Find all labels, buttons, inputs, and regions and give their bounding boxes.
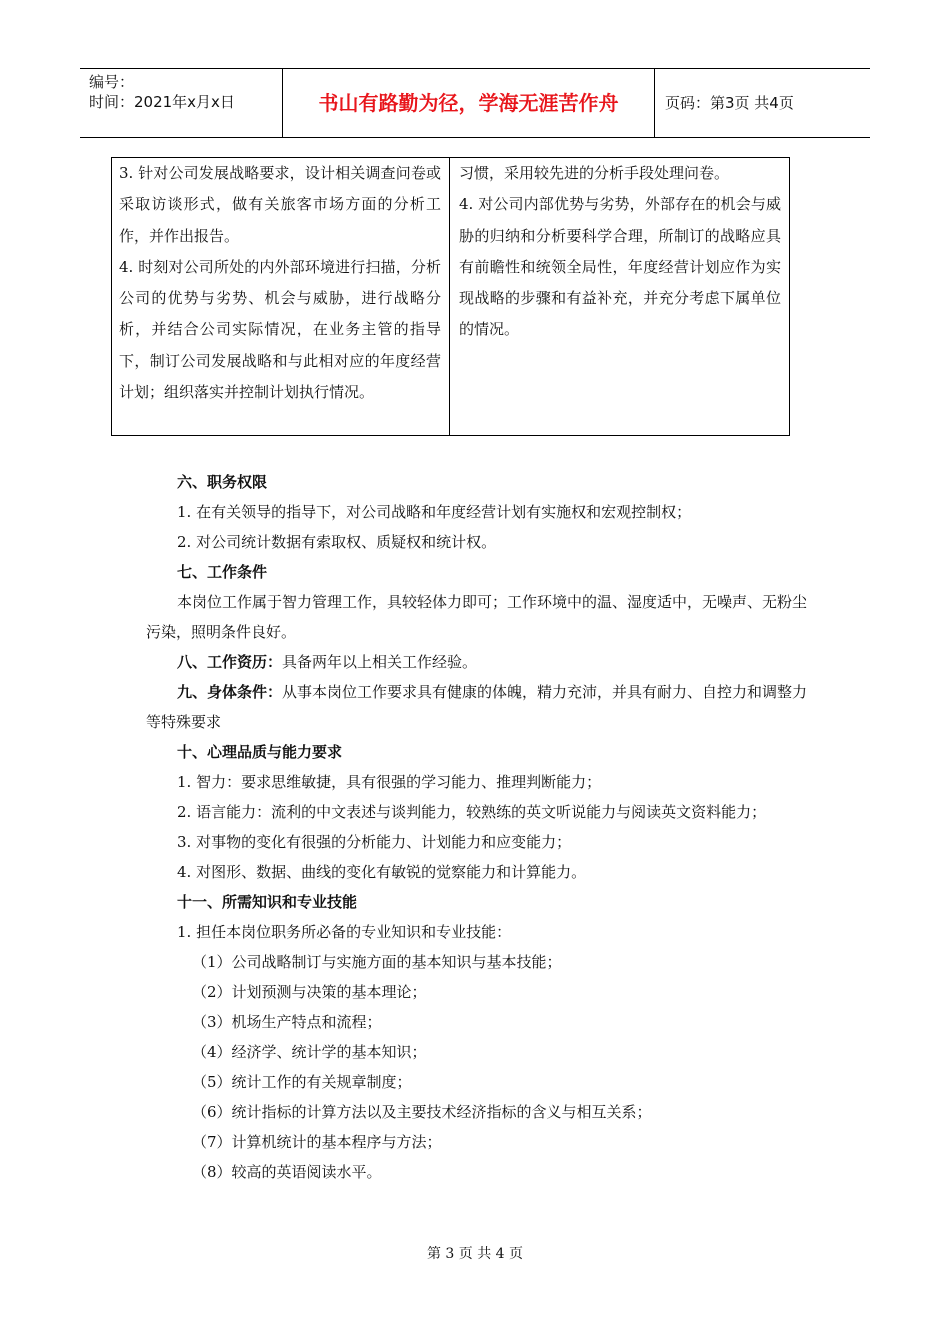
header-slogan: 书山有路勤为径，学海无涯苦作舟: [283, 69, 655, 137]
section-title-authority: 六、职务权限: [177, 473, 268, 491]
document-body: [146, 467, 808, 1187]
section-text: 具备两年以上相关工作经验。: [282, 653, 478, 671]
sub-list-item: （7）计算机统计的基本程序与方法；: [192, 1133, 442, 1151]
sub-list-item: （8）较高的英语阅读水平。: [192, 1163, 382, 1181]
section-title-abilities: 十、心理品质与能力要求: [177, 743, 343, 761]
page-footer: 第 3 页 共 4 页: [426, 1246, 524, 1262]
document-number-label: 编号：: [89, 73, 135, 91]
sub-list-item: （5）统计工作的有关规章制度；: [192, 1073, 412, 1091]
sub-list-item: （1）公司战略制订与实施方面的基本知识与基本技能；: [192, 953, 562, 971]
list-item: 1. 在有关领导的指导下，对公司战略和年度经营计划有实施权和宏观控制权；: [177, 503, 692, 521]
list-item: 1. 担任本岗位职务所必备的专业知识和专业技能：: [177, 923, 512, 941]
duty-item: 4. 时刻对公司所处的内外部环境进行扫描，分析公司的优势与劣势、机会与威胁，进行战略分析，并结合公司实际情况，在业务主管的指导下，制订公司发展战略和与此相对应的年度经营计划；组织落实并控制计划执行情况。: [119, 257, 441, 402]
paragraph: 本岗位工作属于智力管理工作，具较轻体力即可；工作环境中的温、湿度适中，无噪声、无粉尘污染，照明条件良好。: [146, 593, 808, 641]
section-title-physical: 九、身体条件：: [177, 683, 283, 701]
duty-item: 3. 针对公司发展战略要求，设计相关调查问卷或采取访谈形式，做有关旅客市场方面的分析工作，并作出报告。: [119, 164, 441, 245]
sub-list-item: （3）机场生产特点和流程；: [192, 1013, 382, 1031]
paragraph-experience: [146, 647, 808, 677]
section-title-knowledge: 十一、所需知识和专业技能: [177, 893, 358, 911]
section-title-experience: 八、工作资历：: [177, 653, 283, 671]
responsibility-table: [111, 157, 790, 436]
standard-item: 习惯，采用较先进的分析手段处理问卷。: [459, 164, 730, 182]
standard-item: 4. 对公司内部优势与劣势，外部存在的机会与威胁的归纳和分析要科学合理，所制订的战略应具有前瞻性和统领全局性，年度经营计划应作为实现战略的步骤和有益补充，并充分考虑下属单位的情况。: [459, 195, 781, 339]
list-item: 3. 对事物的变化有很强的分析能力、计划能力和应变能力；: [177, 833, 572, 851]
header-meta: [80, 69, 283, 137]
section-text: 从事本岗位工作要求具有健康的体魄，精力充沛，并具有耐力、自控力和调整力等特殊要求: [146, 683, 808, 731]
sub-list-item: （6）统计指标的计算方法以及主要技术经济指标的含义与相互关系；: [192, 1103, 652, 1121]
document-date: 时间：2021年x月x日: [89, 93, 235, 111]
table-cell-standards: [450, 158, 789, 435]
sub-list-item: （2）计划预测与决策的基本理论；: [192, 983, 427, 1001]
sub-list-item: （4）经济学、统计学的基本知识；: [192, 1043, 427, 1061]
page-header: [80, 68, 870, 138]
header-page-number: 页码：第3页 共4页: [665, 94, 794, 112]
list-item: 4. 对图形、数据、曲线的变化有敏锐的觉察能力和计算能力。: [177, 863, 587, 881]
section-title-working-conditions: 七、工作条件: [177, 563, 268, 581]
list-item: 2. 对公司统计数据有索取权、质疑权和统计权。: [177, 533, 497, 551]
list-item: 1. 智力：要求思维敏捷，具有很强的学习能力、推理判断能力；: [177, 773, 602, 791]
list-item: 2. 语言能力：流利的中文表述与谈判能力，较熟练的英文听说能力与阅读英文资料能力；: [177, 803, 767, 821]
table-cell-duties: [112, 158, 450, 435]
paragraph-physical: [146, 677, 808, 737]
